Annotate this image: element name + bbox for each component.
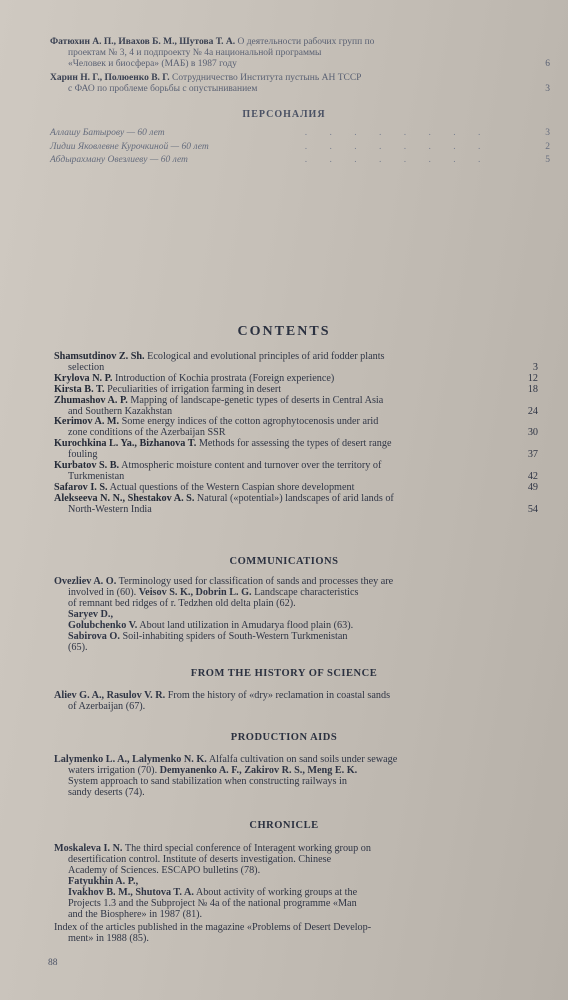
contents-entry: Krylova N. P. Introduction of Kochia prostrata (Foreign experience) 12 [54,372,538,384]
contents-title: CONTENTS [237,324,331,339]
section-heading-production: PRODUCTION AIDS [230,732,338,743]
contents-list [54,352,538,516]
ru-personalia-item: Аллашу Батырову — 60 лет . . . . . . . . 3 [50,128,550,138]
section-heading-communications: COMMUNICATIONS [229,556,339,567]
contents-entry: Shamsutdinov Z. Sh. Ecological and evolutional principles of arid fodder plants selection 3 [54,351,538,373]
ru-entry-fatyukhin: Фатюхин А. П., Ивахов Б. М., Шутова Т. А. О деятельности рабочих групп по проектам № 3, 4 и подпроекту № 4а национальной программы «Человек и биосфера» (МАБ) в 1987 году 6 [50,37,550,69]
contents-entry: Zhumashov A. P. Mapping of landscape-genetic types of deserts in Central Asia and Southern Kazakhstan 24 [54,394,538,417]
chronicle-paragraph: Moskaleva I. N. The third special conference of Interagent working group on desertification control. Institute of deserts investigation. Chinese Academy of Sciences. ESCAPO bulletins (78). Fatyukhin A. P., Ivakhov B. M., Shutova T. A. About activity of working groups at the Projects 1.3 and the Subproject № 4a of the national programme «Man and the Biosphere» in 1987 (81). [54,843,371,920]
page-number: 3 [545,84,550,94]
page-number-footer: 88 [48,958,58,968]
ru-personalia-item: Абдырахману Овезлиеву — 60 лет . . . . . . . . 5 [50,155,550,165]
communications-paragraph: Ovezliev A. O. Terminology used for classification of sands and processes they are involved in (60). Veisov S. K., Dobrin L. G. Landscape characteristics of remnant bed ridges of r. Tedzhen old delta plain (62). Saryev D., Golubchenko V. About land utilization in Amudarya flood plain (63). Sabirova O. Soil-inhabiting spiders of South-Western Turkmenistan (65). [54,576,394,653]
contents-entry: Kurbatov S. B. Atmospheric moisture content and turnover over the territory of Turkmenistan 42 [54,460,538,482]
contents-entry: Kerimov A. M. Some energy indices of the cotton agrophytocenosis under arid zone conditions of the Azerbaijan SSR 30 [54,416,538,439]
page-number: 6 [545,59,550,69]
history-paragraph: Aliev G. A., Rasulov V. R. From the history of «dry» reclamation in coastal sands of Azerbaijan (67). [54,690,391,712]
index-paragraph: Index of the articles published in the magazine «Problems of Desert Develop- ment» in 1988 (85). [54,922,372,944]
contents-entry: Safarov I. S. Actual questions of the Western Caspian shore development 49 [54,481,538,493]
ru-personalia-item: Лидии Яковлевне Курочкиной — 60 лет . . . . . . . . 2 [50,142,550,152]
contents-entry: Kurochkina L. Ya., Bizhanova T. Methods for assessing the types of desert range fouling 37 [54,438,538,461]
contents-entry: Alekseeva N. N., Shestakov A. S. Natural («potential») landscapes of arid lands of North-Western India 54 [54,492,538,515]
section-heading-history: FROM THE HISTORY OF SCIENCE [190,668,378,679]
section-heading-chronicle: CHRONICLE [249,820,319,831]
ru-entry-kharin: Харин Н. Г., Полюенко В. Г. Сотрудничество Института пустынь АН ТССР с ФАО по проблеме борьбы с опустыниванием 3 [50,73,550,94]
contents-entry: Kirsta B. T. Peculiarities of irrigation farming in desert 18 [54,383,538,395]
ru-section-heading: ПЕРСОНАЛИЯ [242,109,326,120]
production-paragraph: Lalymenko L. A., Lalymenko N. K. Alfalfa cultivation on sand soils under sewage waters irrigation (70). Demyanenko A. F., Zakirov R. S., Meng E. K. System approach to sand stabilization when constructing railways in sandy deserts (74). [54,754,398,798]
